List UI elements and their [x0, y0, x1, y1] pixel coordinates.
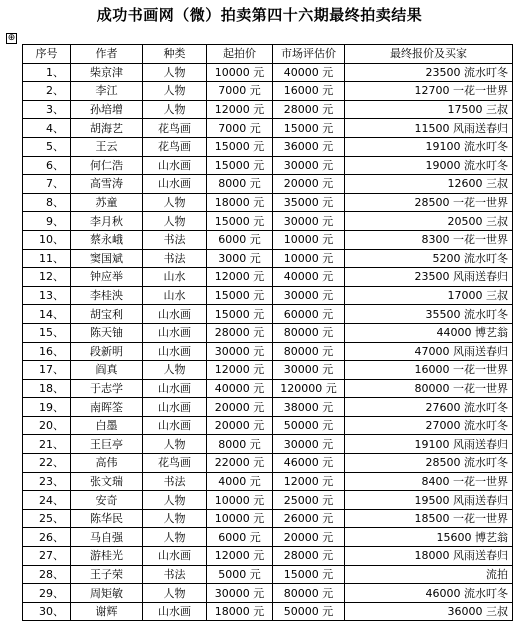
cell-no: 5、: [23, 137, 71, 156]
cell-no: 7、: [23, 175, 71, 194]
table-row: [23, 435, 513, 454]
cell-no: 6、: [23, 156, 71, 175]
cell-type: 人物: [143, 361, 207, 380]
cell-start-price: 15000 元: [207, 212, 273, 231]
cell-author: 苏童: [71, 193, 143, 212]
cell-author: 李江: [71, 82, 143, 101]
cell-market-value: 60000 元: [273, 305, 345, 324]
cell-final-bid: 19100 流水叮冬: [345, 137, 513, 156]
cell-no: 22、: [23, 454, 71, 473]
table-row: [23, 268, 513, 287]
cell-start-price: 7000 元: [207, 82, 273, 101]
cell-no: 4、: [23, 119, 71, 138]
cell-start-price: 15000 元: [207, 137, 273, 156]
cell-type: 山水: [143, 268, 207, 287]
cell-author: 柴京津: [71, 63, 143, 82]
cell-market-value: 40000 元: [273, 268, 345, 287]
cell-author: 王云: [71, 137, 143, 156]
table-row: [23, 602, 513, 621]
cell-market-value: 36000 元: [273, 137, 345, 156]
cell-no: 27、: [23, 547, 71, 566]
cell-final-bid: 8300 一花一世界: [345, 230, 513, 249]
cell-final-bid: 19000 流水叮冬: [345, 156, 513, 175]
cell-final-bid: 16000 一花一世界: [345, 361, 513, 380]
cell-final-bid: 17500 三叔: [345, 100, 513, 119]
cell-market-value: 28000 元: [273, 100, 345, 119]
table-row: [23, 379, 513, 398]
cell-type: 人物: [143, 63, 207, 82]
table-row: [23, 528, 513, 547]
header-start-price: 起拍价: [207, 45, 273, 64]
cell-author: 马自强: [71, 528, 143, 547]
cell-start-price: 22000 元: [207, 454, 273, 473]
cell-no: 12、: [23, 268, 71, 287]
header-final-bid: 最终报价及买家: [345, 45, 513, 64]
cell-type: 人物: [143, 435, 207, 454]
cell-final-bid: 27600 流水叮冬: [345, 398, 513, 417]
header-market-value: 市场评估价: [273, 45, 345, 64]
table-row: [23, 361, 513, 380]
cell-no: 20、: [23, 416, 71, 435]
cell-author: 陈华民: [71, 509, 143, 528]
cell-final-bid: 28500 一花一世界: [345, 193, 513, 212]
cell-market-value: 16000 元: [273, 82, 345, 101]
cell-final-bid: 11500 风雨送春归: [345, 119, 513, 138]
cell-start-price: 40000 元: [207, 379, 273, 398]
table-row: [23, 82, 513, 101]
cell-final-bid: 12700 一花一世界: [345, 82, 513, 101]
cell-market-value: 40000 元: [273, 63, 345, 82]
table-row: [23, 584, 513, 603]
table-row: [23, 156, 513, 175]
table-row: [23, 398, 513, 417]
cell-no: 19、: [23, 398, 71, 417]
cell-start-price: 18000 元: [207, 193, 273, 212]
cell-market-value: 35000 元: [273, 193, 345, 212]
cell-author: 孙培增: [71, 100, 143, 119]
cell-final-bid: 5200 流水叮冬: [345, 249, 513, 268]
cell-market-value: 20000 元: [273, 528, 345, 547]
header-author: 作者: [71, 45, 143, 64]
cell-no: 26、: [23, 528, 71, 547]
cell-author: 高伟: [71, 454, 143, 473]
cell-no: 3、: [23, 100, 71, 119]
cell-author: 白墨: [71, 416, 143, 435]
cell-start-price: 6000 元: [207, 528, 273, 547]
cell-type: 山水画: [143, 602, 207, 621]
cell-final-bid: 20500 三叔: [345, 212, 513, 231]
cell-start-price: 12000 元: [207, 100, 273, 119]
table-row: [23, 193, 513, 212]
cell-author: 胡宝利: [71, 305, 143, 324]
cell-final-bid: 36000 三叔: [345, 602, 513, 621]
cell-author: 阎真: [71, 361, 143, 380]
cell-final-bid: 15600 博艺翁: [345, 528, 513, 547]
cell-author: 安奇: [71, 491, 143, 510]
cell-start-price: 10000 元: [207, 491, 273, 510]
table-row: [23, 119, 513, 138]
table-row: [23, 230, 513, 249]
header-no: 序号: [23, 45, 71, 64]
cell-final-bid: 23500 流水叮冬: [345, 63, 513, 82]
cell-start-price: 10000 元: [207, 63, 273, 82]
cell-start-price: 15000 元: [207, 156, 273, 175]
cell-no: 10、: [23, 230, 71, 249]
cell-author: 何仁浩: [71, 156, 143, 175]
cell-market-value: 80000 元: [273, 323, 345, 342]
cell-no: 29、: [23, 584, 71, 603]
cell-author: 游桂光: [71, 547, 143, 566]
cell-author: 高雪涛: [71, 175, 143, 194]
cell-no: 2、: [23, 82, 71, 101]
cell-final-bid: 12600 三叔: [345, 175, 513, 194]
cell-author: 李月秋: [71, 212, 143, 231]
cell-no: 8、: [23, 193, 71, 212]
cell-type: 人物: [143, 584, 207, 603]
table-row: [23, 342, 513, 361]
cell-type: 山水画: [143, 175, 207, 194]
cell-author: 窦国斌: [71, 249, 143, 268]
cell-type: 人物: [143, 212, 207, 231]
cell-author: 李桂泱: [71, 286, 143, 305]
cell-type: 人物: [143, 528, 207, 547]
cell-type: 书法: [143, 565, 207, 584]
table-header-row: [23, 45, 513, 64]
cell-type: 花鸟画: [143, 454, 207, 473]
cell-no: 14、: [23, 305, 71, 324]
table-row: [23, 305, 513, 324]
cell-start-price: 12000 元: [207, 361, 273, 380]
cell-type: 山水画: [143, 342, 207, 361]
cell-final-bid: 28500 流水叮冬: [345, 454, 513, 473]
cell-start-price: 8000 元: [207, 435, 273, 454]
cell-no: 13、: [23, 286, 71, 305]
cell-final-bid: 27000 流水叮冬: [345, 416, 513, 435]
cell-final-bid: 19100 风雨送春归: [345, 435, 513, 454]
cell-start-price: 20000 元: [207, 398, 273, 417]
cell-type: 人物: [143, 100, 207, 119]
table-row: [23, 416, 513, 435]
cell-start-price: 30000 元: [207, 584, 273, 603]
cell-market-value: 25000 元: [273, 491, 345, 510]
move-handle-icon[interactable]: ⊕: [7, 33, 16, 43]
cell-author: 胡海艺: [71, 119, 143, 138]
cell-type: 山水: [143, 286, 207, 305]
table-row: [23, 175, 513, 194]
cell-start-price: 7000 元: [207, 119, 273, 138]
table-row: [23, 137, 513, 156]
cell-final-bid: 23500 风雨送春归: [345, 268, 513, 287]
cell-no: 24、: [23, 491, 71, 510]
table-row: [23, 286, 513, 305]
table-row: [23, 491, 513, 510]
cell-type: 书法: [143, 249, 207, 268]
cell-market-value: 26000 元: [273, 509, 345, 528]
cell-final-bid: 18500 一花一世界: [345, 509, 513, 528]
cell-market-value: 80000 元: [273, 584, 345, 603]
cell-start-price: 6000 元: [207, 230, 273, 249]
cell-author: 钟应举: [71, 268, 143, 287]
cell-start-price: 5000 元: [207, 565, 273, 584]
cell-final-bid: 流拍: [345, 565, 513, 584]
cell-start-price: 3000 元: [207, 249, 273, 268]
cell-no: 21、: [23, 435, 71, 454]
cell-market-value: 15000 元: [273, 119, 345, 138]
cell-final-bid: 47000 风雨送春归: [345, 342, 513, 361]
cell-no: 23、: [23, 472, 71, 491]
cell-market-value: 30000 元: [273, 212, 345, 231]
table-row: [23, 547, 513, 566]
cell-market-value: 50000 元: [273, 416, 345, 435]
cell-final-bid: 80000 一花一世界: [345, 379, 513, 398]
cell-market-value: 10000 元: [273, 249, 345, 268]
cell-type: 书法: [143, 230, 207, 249]
cell-final-bid: 46000 流水叮冬: [345, 584, 513, 603]
cell-author: 蔡永峨: [71, 230, 143, 249]
cell-final-bid: 19500 风雨送春归: [345, 491, 513, 510]
cell-market-value: 10000 元: [273, 230, 345, 249]
cell-market-value: 30000 元: [273, 286, 345, 305]
table-row: [23, 509, 513, 528]
cell-market-value: 30000 元: [273, 435, 345, 454]
cell-no: 28、: [23, 565, 71, 584]
table-row: [23, 100, 513, 119]
cell-no: 11、: [23, 249, 71, 268]
cell-type: 山水画: [143, 379, 207, 398]
cell-start-price: 20000 元: [207, 416, 273, 435]
cell-start-price: 10000 元: [207, 509, 273, 528]
cell-no: 15、: [23, 323, 71, 342]
cell-market-value: 120000 元: [273, 379, 345, 398]
cell-final-bid: 18000 风雨送春归: [345, 547, 513, 566]
cell-no: 9、: [23, 212, 71, 231]
table-row: [23, 565, 513, 584]
cell-final-bid: 44000 博艺翁: [345, 323, 513, 342]
table-row: [23, 454, 513, 473]
cell-type: 山水画: [143, 547, 207, 566]
cell-type: 人物: [143, 82, 207, 101]
cell-no: 17、: [23, 361, 71, 380]
table-row: [23, 472, 513, 491]
cell-start-price: 12000 元: [207, 268, 273, 287]
cell-type: 山水画: [143, 323, 207, 342]
cell-author: 王子荣: [71, 565, 143, 584]
cell-author: 王巨亭: [71, 435, 143, 454]
cell-final-bid: 35500 流水叮冬: [345, 305, 513, 324]
cell-type: 人物: [143, 509, 207, 528]
cell-no: 18、: [23, 379, 71, 398]
cell-market-value: 50000 元: [273, 602, 345, 621]
auction-results-table: [22, 44, 513, 621]
cell-market-value: 28000 元: [273, 547, 345, 566]
cell-start-price: 30000 元: [207, 342, 273, 361]
cell-market-value: 12000 元: [273, 472, 345, 491]
cell-start-price: 18000 元: [207, 602, 273, 621]
cell-author: 南晖筌: [71, 398, 143, 417]
cell-type: 书法: [143, 472, 207, 491]
cell-no: 16、: [23, 342, 71, 361]
cell-start-price: 4000 元: [207, 472, 273, 491]
cell-author: 段新明: [71, 342, 143, 361]
cell-author: 于志学: [71, 379, 143, 398]
cell-type: 山水画: [143, 305, 207, 324]
cell-market-value: 80000 元: [273, 342, 345, 361]
table-row: [23, 323, 513, 342]
cell-no: 1、: [23, 63, 71, 82]
cell-type: 花鸟画: [143, 137, 207, 156]
cell-type: 山水画: [143, 416, 207, 435]
cell-market-value: 38000 元: [273, 398, 345, 417]
table-row: [23, 212, 513, 231]
table-row: [23, 63, 513, 82]
cell-type: 花鸟画: [143, 119, 207, 138]
cell-author: 陈天铀: [71, 323, 143, 342]
document-title: 成功书画网（微）拍卖第四十六期最终拍卖结果: [96, 6, 423, 24]
cell-type: 人物: [143, 193, 207, 212]
cell-start-price: 12000 元: [207, 547, 273, 566]
cell-author: 张文瑞: [71, 472, 143, 491]
cell-type: 山水画: [143, 156, 207, 175]
cell-start-price: 8000 元: [207, 175, 273, 194]
cell-start-price: 15000 元: [207, 305, 273, 324]
cell-market-value: 20000 元: [273, 175, 345, 194]
cell-author: 周矩敏: [71, 584, 143, 603]
cell-type: 山水画: [143, 398, 207, 417]
cell-no: 30、: [23, 602, 71, 621]
cell-type: 人物: [143, 491, 207, 510]
cell-author: 谢辉: [71, 602, 143, 621]
cell-final-bid: 8400 一花一世界: [345, 472, 513, 491]
cell-market-value: 46000 元: [273, 454, 345, 473]
header-type: 种类: [143, 45, 207, 64]
cell-start-price: 15000 元: [207, 286, 273, 305]
cell-market-value: 15000 元: [273, 565, 345, 584]
cell-start-price: 28000 元: [207, 323, 273, 342]
cell-market-value: 30000 元: [273, 361, 345, 380]
cell-no: 25、: [23, 509, 71, 528]
table-row: [23, 249, 513, 268]
cell-market-value: 30000 元: [273, 156, 345, 175]
cell-final-bid: 17000 三叔: [345, 286, 513, 305]
